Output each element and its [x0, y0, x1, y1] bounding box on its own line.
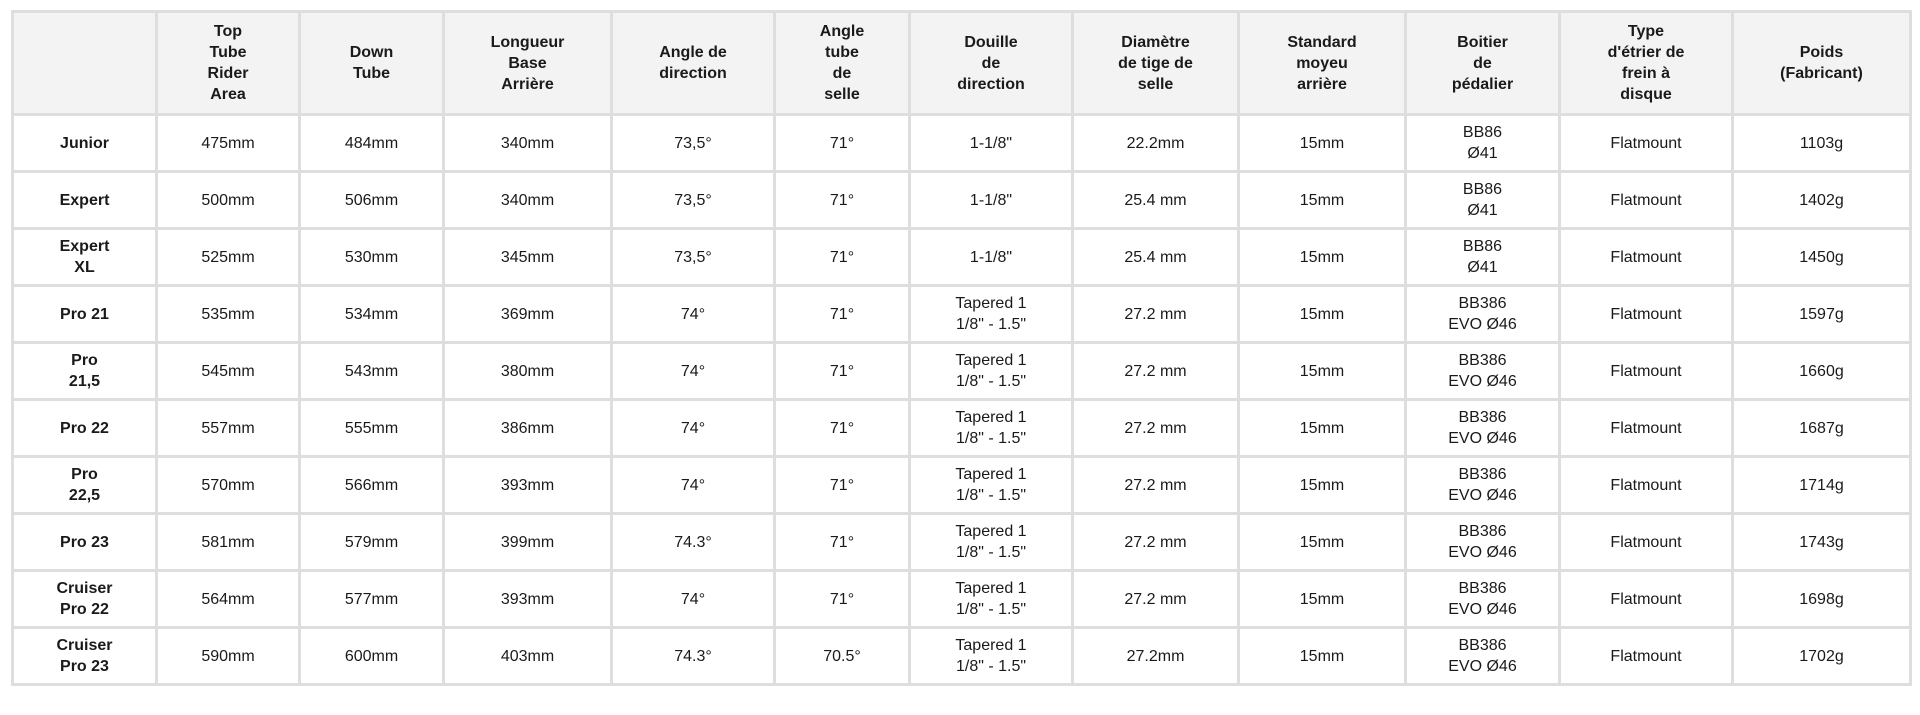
- table-cell: 74.3°: [612, 514, 775, 571]
- column-header: Standard moyeu arrière: [1239, 12, 1406, 115]
- table-cell: 71°: [775, 400, 910, 457]
- table-cell: 27.2 mm: [1073, 514, 1239, 571]
- table-cell: BB86 Ø41: [1406, 115, 1560, 172]
- table-cell: 15mm: [1239, 628, 1406, 685]
- table-cell: 566mm: [300, 457, 444, 514]
- column-header: [13, 12, 157, 115]
- table-cell: 590mm: [157, 628, 300, 685]
- table-cell: 27.2 mm: [1073, 400, 1239, 457]
- column-header: Douille de direction: [910, 12, 1073, 115]
- table-cell: 73,5°: [612, 172, 775, 229]
- table-row: [13, 571, 1911, 628]
- column-header: Angle tube de selle: [775, 12, 910, 115]
- row-header-cell: Expert XL: [13, 229, 157, 286]
- column-header: Angle de direction: [612, 12, 775, 115]
- table-cell: 15mm: [1239, 172, 1406, 229]
- column-header: Poids (Fabricant): [1733, 12, 1911, 115]
- table-cell: 543mm: [300, 343, 444, 400]
- table-cell: Flatmount: [1560, 286, 1733, 343]
- table-cell: 345mm: [444, 229, 612, 286]
- table-row: [13, 286, 1911, 343]
- table-cell: 15mm: [1239, 229, 1406, 286]
- table-cell: 500mm: [157, 172, 300, 229]
- table-cell: 74°: [612, 286, 775, 343]
- table-cell: Flatmount: [1560, 571, 1733, 628]
- table-cell: 22.2mm: [1073, 115, 1239, 172]
- table-cell: Flatmount: [1560, 400, 1733, 457]
- table-cell: 1702g: [1733, 628, 1911, 685]
- table-cell: 1450g: [1733, 229, 1911, 286]
- table-cell: Flatmount: [1560, 229, 1733, 286]
- table-cell: 1402g: [1733, 172, 1911, 229]
- table-cell: Tapered 1 1/8" - 1.5": [910, 571, 1073, 628]
- row-header-cell: Junior: [13, 115, 157, 172]
- table-cell: 71°: [775, 514, 910, 571]
- table-cell: 484mm: [300, 115, 444, 172]
- table-cell: 555mm: [300, 400, 444, 457]
- table-cell: 74°: [612, 400, 775, 457]
- table-row: [13, 343, 1911, 400]
- table-cell: 545mm: [157, 343, 300, 400]
- table-cell: BB86 Ø41: [1406, 172, 1560, 229]
- table-cell: 557mm: [157, 400, 300, 457]
- table-cell: 579mm: [300, 514, 444, 571]
- table-cell: Flatmount: [1560, 172, 1733, 229]
- column-header: Longueur Base Arrière: [444, 12, 612, 115]
- table-cell: 399mm: [444, 514, 612, 571]
- table-cell: BB386 EVO Ø46: [1406, 343, 1560, 400]
- table-cell: 15mm: [1239, 571, 1406, 628]
- table-cell: 1698g: [1733, 571, 1911, 628]
- table-cell: 1660g: [1733, 343, 1911, 400]
- table-header-row: [13, 12, 1911, 115]
- table-cell: 71°: [775, 172, 910, 229]
- column-header: Boitier de pédalier: [1406, 12, 1560, 115]
- table-row: [13, 514, 1911, 571]
- table-cell: 74°: [612, 343, 775, 400]
- table-cell: 1714g: [1733, 457, 1911, 514]
- table-row: [13, 628, 1911, 685]
- table-cell: 340mm: [444, 115, 612, 172]
- table-cell: 71°: [775, 115, 910, 172]
- table-cell: 1-1/8": [910, 115, 1073, 172]
- table-cell: Flatmount: [1560, 343, 1733, 400]
- table-cell: 475mm: [157, 115, 300, 172]
- table-row: [13, 457, 1911, 514]
- table-cell: 74°: [612, 571, 775, 628]
- table-cell: Tapered 1 1/8" - 1.5": [910, 457, 1073, 514]
- table-cell: 15mm: [1239, 286, 1406, 343]
- table-cell: 340mm: [444, 172, 612, 229]
- column-header: Type d'étrier de frein à disque: [1560, 12, 1733, 115]
- table-cell: 600mm: [300, 628, 444, 685]
- table-cell: BB386 EVO Ø46: [1406, 400, 1560, 457]
- table-cell: Tapered 1 1/8" - 1.5": [910, 286, 1073, 343]
- table-cell: 73,5°: [612, 229, 775, 286]
- table-cell: 15mm: [1239, 457, 1406, 514]
- table-cell: Tapered 1 1/8" - 1.5": [910, 343, 1073, 400]
- table-cell: BB386 EVO Ø46: [1406, 514, 1560, 571]
- row-header-cell: Pro 21: [13, 286, 157, 343]
- row-header-cell: Expert: [13, 172, 157, 229]
- table-cell: 386mm: [444, 400, 612, 457]
- table-row: [13, 400, 1911, 457]
- table-cell: 71°: [775, 571, 910, 628]
- table-cell: 27.2mm: [1073, 628, 1239, 685]
- table-cell: 71°: [775, 343, 910, 400]
- table-cell: 530mm: [300, 229, 444, 286]
- table-cell: Tapered 1 1/8" - 1.5": [910, 628, 1073, 685]
- table-cell: 27.2 mm: [1073, 286, 1239, 343]
- table-cell: 15mm: [1239, 343, 1406, 400]
- table-cell: 577mm: [300, 571, 444, 628]
- table-cell: 369mm: [444, 286, 612, 343]
- table-cell: 380mm: [444, 343, 612, 400]
- table-cell: BB386 EVO Ø46: [1406, 571, 1560, 628]
- table-cell: 1103g: [1733, 115, 1911, 172]
- row-header-cell: Pro 22: [13, 400, 157, 457]
- table-cell: Flatmount: [1560, 457, 1733, 514]
- table-row: [13, 172, 1911, 229]
- table-cell: 71°: [775, 286, 910, 343]
- table-cell: BB86 Ø41: [1406, 229, 1560, 286]
- table-cell: 27.2 mm: [1073, 571, 1239, 628]
- table-cell: 70.5°: [775, 628, 910, 685]
- row-header-cell: Pro 22,5: [13, 457, 157, 514]
- table-cell: 71°: [775, 229, 910, 286]
- column-header: Down Tube: [300, 12, 444, 115]
- table-cell: 74.3°: [612, 628, 775, 685]
- table-cell: 1597g: [1733, 286, 1911, 343]
- row-header-cell: Cruiser Pro 23: [13, 628, 157, 685]
- table-row: [13, 229, 1911, 286]
- table-cell: Tapered 1 1/8" - 1.5": [910, 400, 1073, 457]
- table-cell: 1687g: [1733, 400, 1911, 457]
- table-cell: 1-1/8": [910, 172, 1073, 229]
- column-header: Diamètre de tige de selle: [1073, 12, 1239, 115]
- table-cell: 71°: [775, 457, 910, 514]
- column-header: Top Tube Rider Area: [157, 12, 300, 115]
- table-cell: 25.4 mm: [1073, 172, 1239, 229]
- table-cell: Flatmount: [1560, 628, 1733, 685]
- table-cell: 570mm: [157, 457, 300, 514]
- row-header-cell: Cruiser Pro 22: [13, 571, 157, 628]
- table-body: [13, 115, 1911, 685]
- table-cell: 25.4 mm: [1073, 229, 1239, 286]
- table-cell: 525mm: [157, 229, 300, 286]
- table-cell: 15mm: [1239, 115, 1406, 172]
- table-cell: 403mm: [444, 628, 612, 685]
- table-cell: 581mm: [157, 514, 300, 571]
- table-cell: 393mm: [444, 457, 612, 514]
- table-cell: Flatmount: [1560, 115, 1733, 172]
- row-header-cell: Pro 23: [13, 514, 157, 571]
- geometry-table: [11, 10, 1912, 686]
- table-cell: 15mm: [1239, 400, 1406, 457]
- row-header-cell: Pro 21,5: [13, 343, 157, 400]
- table-cell: 534mm: [300, 286, 444, 343]
- table-cell: BB386 EVO Ø46: [1406, 628, 1560, 685]
- table-cell: 73,5°: [612, 115, 775, 172]
- table-cell: 535mm: [157, 286, 300, 343]
- table-cell: 1-1/8": [910, 229, 1073, 286]
- table-cell: 564mm: [157, 571, 300, 628]
- table-cell: Tapered 1 1/8" - 1.5": [910, 514, 1073, 571]
- table-cell: 27.2 mm: [1073, 343, 1239, 400]
- table-cell: 74°: [612, 457, 775, 514]
- table-cell: 15mm: [1239, 514, 1406, 571]
- table-cell: Flatmount: [1560, 514, 1733, 571]
- table-cell: 506mm: [300, 172, 444, 229]
- table-row: [13, 115, 1911, 172]
- table-cell: 27.2 mm: [1073, 457, 1239, 514]
- table-cell: BB386 EVO Ø46: [1406, 286, 1560, 343]
- table-cell: BB386 EVO Ø46: [1406, 457, 1560, 514]
- table-cell: 1743g: [1733, 514, 1911, 571]
- table-cell: 393mm: [444, 571, 612, 628]
